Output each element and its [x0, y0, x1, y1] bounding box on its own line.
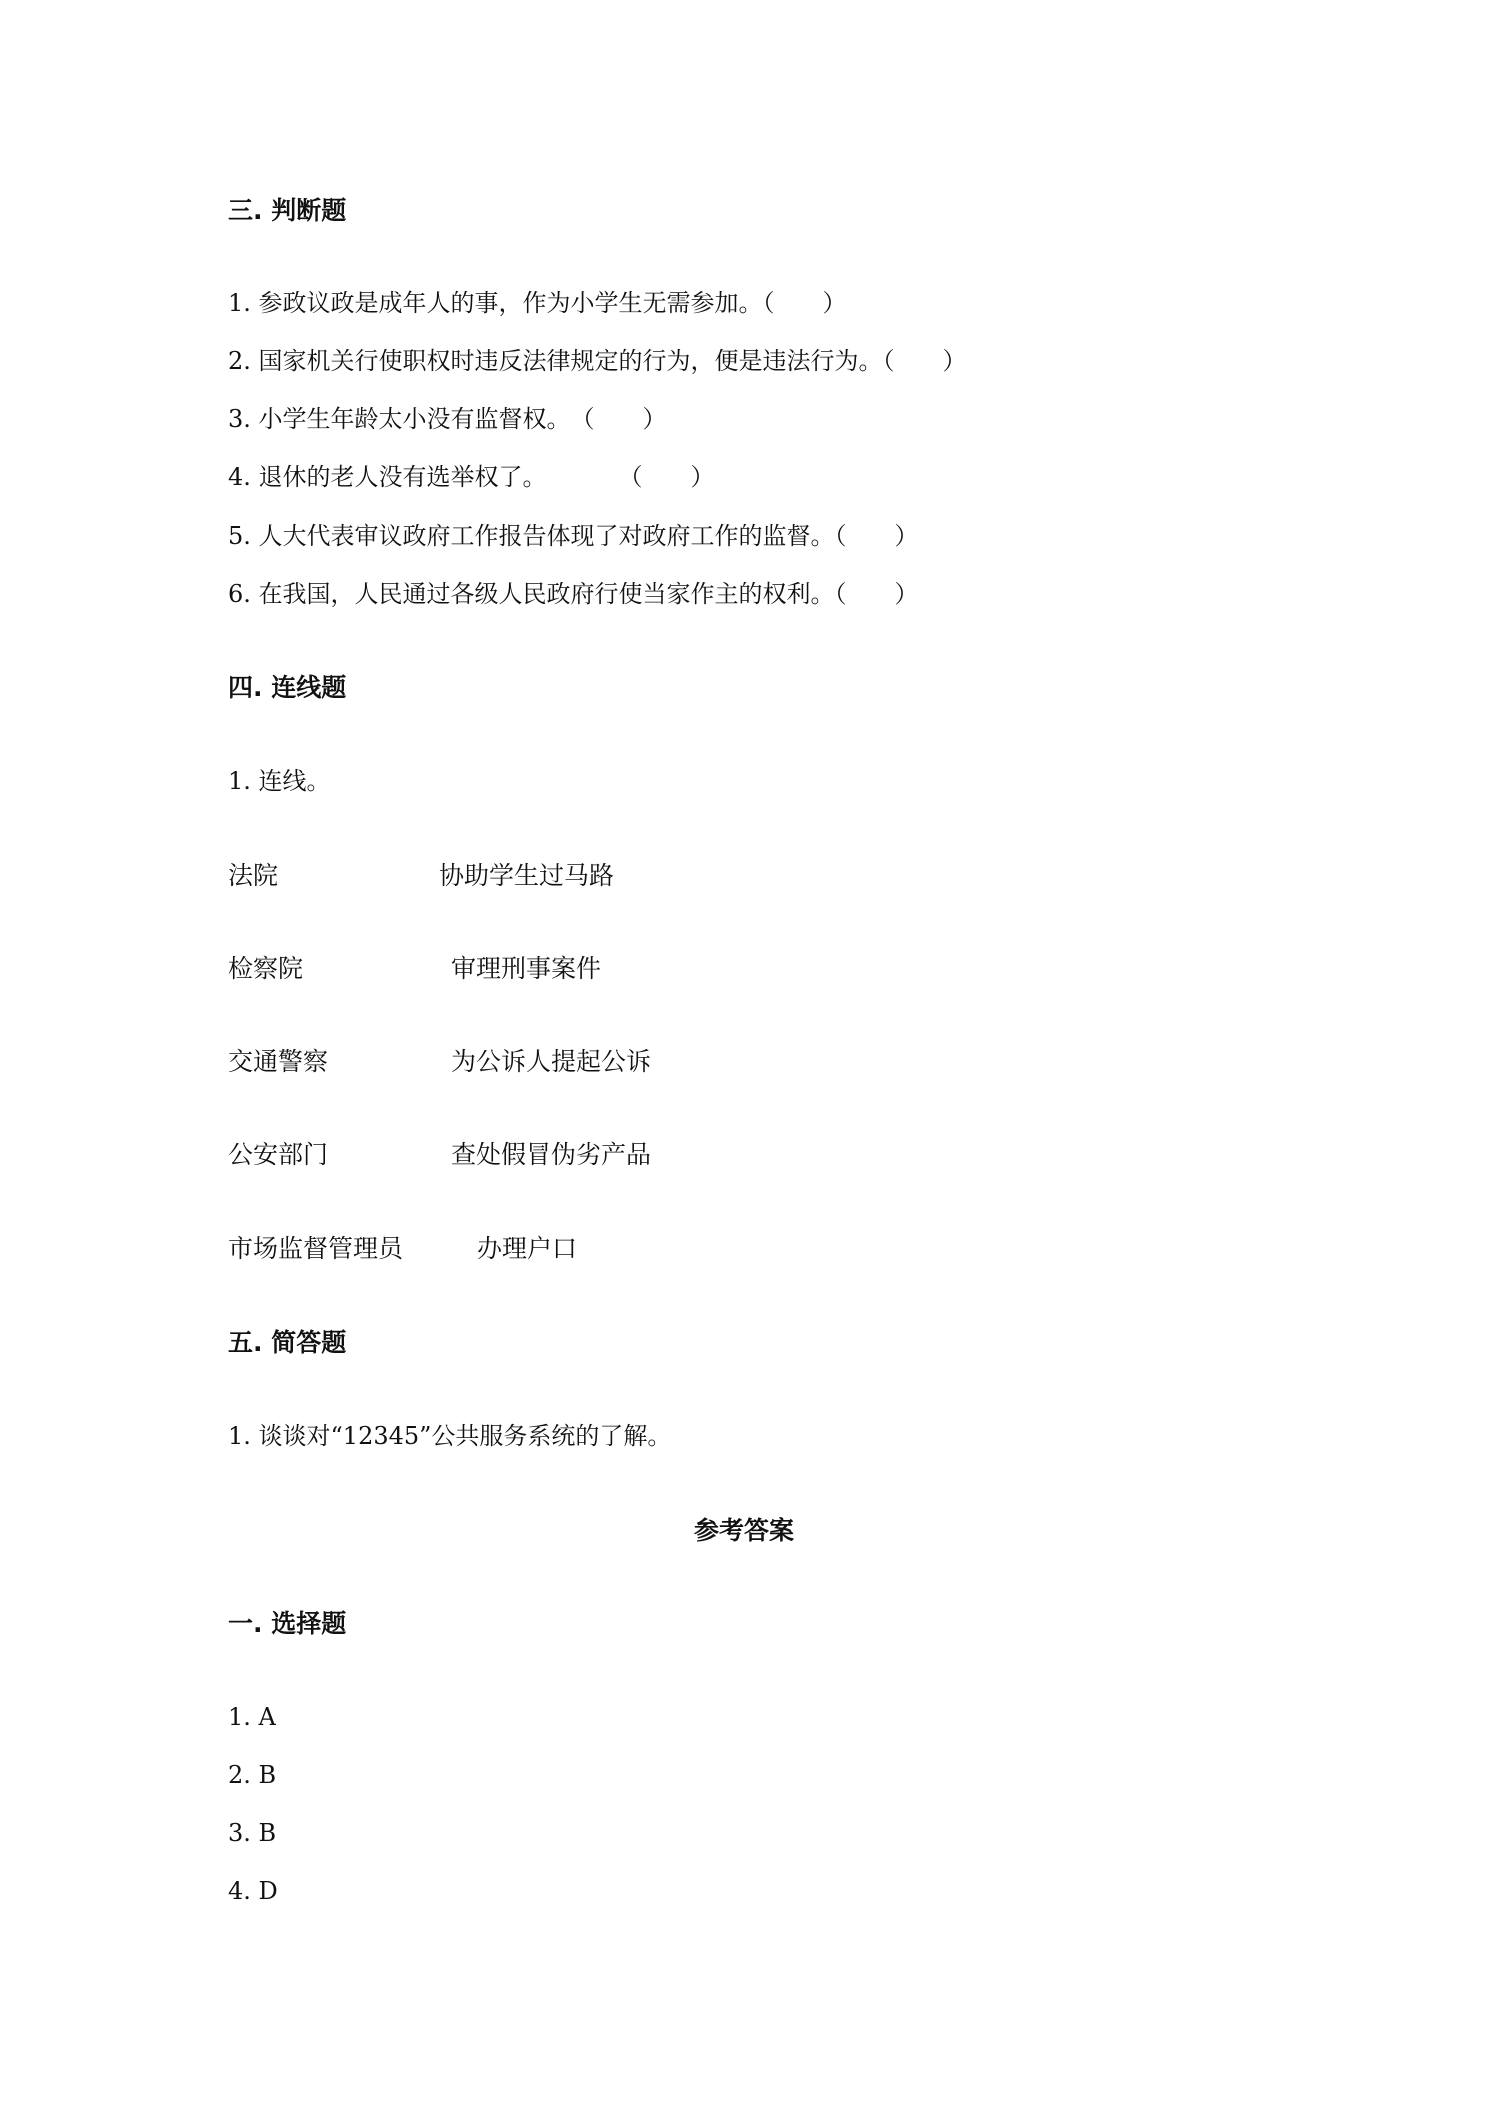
judgment-item-5: 5. 人大代表审议政府工作报告体现了对政府工作的监督。（ ）	[228, 522, 919, 550]
match-right-item: 办理户口	[477, 1234, 578, 1263]
matching-question: 1. 连线。	[228, 767, 331, 795]
judgment-item-3: 3. 小学生年龄太小没有监督权。 （ ）	[228, 405, 667, 433]
judgment-item-6: 6. 在我国，人民通过各级人民政府行使当家作主的权利。（ ）	[228, 580, 919, 608]
judgment-item-1: 1. 参政议政是成年人的事，作为小学生无需参加。（ ）	[228, 289, 847, 317]
answer-item: 2. B	[228, 1761, 277, 1789]
judgment-item-4: 4. 退休的老人没有选举权了。 （ ）	[228, 463, 715, 491]
answer-key-title: 参考答案	[693, 1516, 794, 1545]
match-left-item: 市场监督管理员	[228, 1234, 404, 1263]
match-right-item: 为公诉人提起公诉	[451, 1047, 652, 1076]
section-3-heading: 三. 判断题	[228, 196, 347, 225]
answer-section-1-heading: 一. 选择题	[228, 1609, 347, 1638]
answer-item: 1. A	[228, 1703, 276, 1731]
judgment-item-2: 2. 国家机关行使职权时违反法律规定的行为，便是违法行为。（ ）	[228, 347, 967, 375]
match-left-item: 检察院	[228, 954, 304, 983]
answer-item: 3. B	[228, 1819, 277, 1847]
match-right-item: 协助学生过马路	[439, 861, 615, 890]
match-right-item: 审理刑事案件	[451, 954, 602, 983]
section-5-heading: 五. 简答题	[228, 1328, 347, 1357]
section-4-heading: 四. 连线题	[228, 673, 347, 702]
answer-item: 4. D	[228, 1877, 278, 1905]
match-left-item: 交通警察	[228, 1047, 329, 1076]
match-left-item: 公安部门	[228, 1140, 329, 1169]
match-left-item: 法院	[228, 861, 279, 890]
short-answer-question: 1. 谈谈对“12345”公共服务系统的了解。	[228, 1422, 672, 1450]
match-right-item: 查处假冒伪劣产品	[451, 1140, 652, 1169]
